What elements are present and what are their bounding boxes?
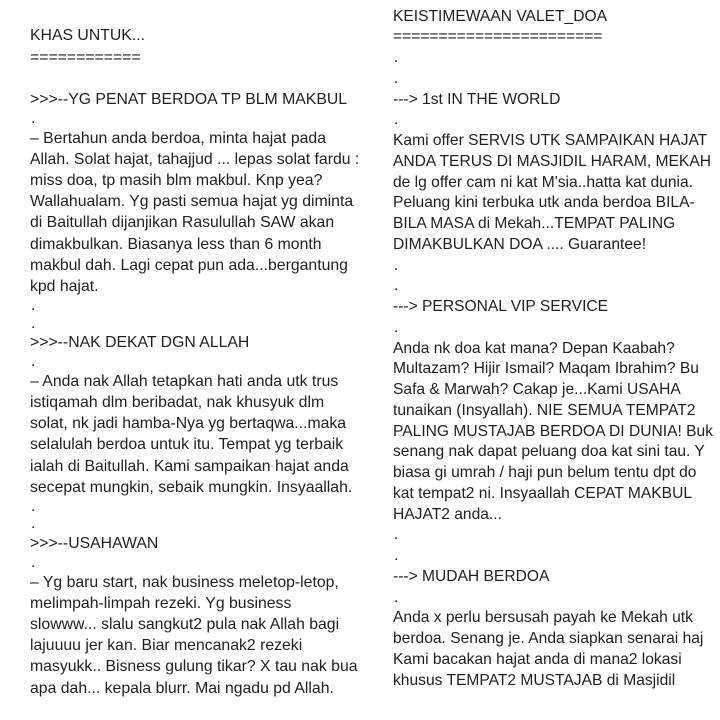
body-line: melimpah-limpah rezeki. Yg business [30,594,292,612]
body-line: di Baitullah dijanjikan Rasulullah SAW akan [30,214,335,232]
section-heading: >>>--YG PENAT BERDOA TP BLM MAKBUL [30,90,348,108]
section-heading: ---> 1st IN THE WORLD [393,90,561,108]
body-line: PALING MUSTAJAB BERDOA DI DUNIA! Buk [393,422,714,440]
dot-separator: . [31,554,36,572]
dot-separator: . [394,69,399,87]
dot-separator: . [31,515,36,533]
dot-separator: . [394,49,399,67]
dot-separator: . [394,277,399,295]
body-line: Anda nk doa kat mana? Depan Kaabah? [393,339,675,357]
body-line: BILA MASA di Mekah...TEMPAT PALING [393,215,676,233]
right-panel [372,0,720,720]
body-line: Multazam? Hijir Ismail? Maqam Ibrahim? Bu [393,360,699,378]
dot-separator: . [31,497,36,515]
blank-line [30,68,362,89]
body-line: kat tempat2 ni. Insyaallah CEPAT MAKBUL [393,484,693,502]
body-line: ANDA TERUS DI MASJIDIL HARAM, MEKAH [393,152,711,170]
section-heading: ---> PERSONAL VIP SERVICE [393,298,609,316]
body-line: secepat mungkin, sebaik mungkin. Insyaallah. [30,478,353,496]
body-line: tunaikan (Insyallah). NIE SEMUA TEMPAT2 [393,401,696,419]
body-line: kpd hajat. [30,277,99,295]
body-line: – Yg baru start, nak business meletop-letop, [30,573,339,591]
body-line: Peluang kini terbuka utk anda berdoa BILA- [393,194,695,212]
body-line: Wallahualam. Yg pasti semua hajat yg diminta [30,193,354,211]
section-mudah-berdoa [393,567,720,692]
body-line: Anda x perlu bersusah payah ke Mekah utk [393,609,693,627]
dot-separator: . [394,111,399,129]
section-usahawan [30,533,362,699]
body-line: senang nak dapat peluang doa kat sini tau. Y [393,443,705,461]
title-rule: ======================= [393,28,603,46]
dot-separator: . [31,314,36,332]
body-line: apa dah... kepala blurr. Mai ngadu pd Allah. [30,679,334,697]
dot-separator: . [394,318,399,336]
dot-separator: . [31,353,36,371]
section-heading: >>>--NAK DEKAT DGN ALLAH [30,334,250,352]
section-penat-berdoa [30,89,362,332]
body-line: de lg offer cam ni kat M'sia..hatta kat dunia. [393,173,693,191]
body-line: masyukk.. Bisness gulung tikar? X tau nak bua [30,658,358,676]
body-line: HAJAT2 anda... [393,505,502,523]
section-heading: ---> MUDAH BERDOA [393,567,550,585]
section-1st-in-the-world [393,90,720,298]
body-line: Kami offer SERVIS UTK SAMPAIKAN HAJAT [393,132,708,150]
body-line: selalulah berdoa untuk itu. Tempat yg terbaik [30,436,344,454]
body-line: slowww... slalu sangkut2 pula nak Allah bagi [30,616,340,634]
section-heading: >>>--USAHAWAN [30,534,159,552]
dot-separator: . [31,110,36,128]
dot-separator: . [394,526,399,544]
body-line: biasa gi umrah / haji pun belum tentu dpt do [393,464,697,482]
body-line: Safa & Marwah? Cakap je...Kami USAHA [393,381,681,399]
body-line: Kami bacakan hajat anda di mana2 lokasi [393,650,682,668]
body-line: Allah. Solat hajat, tahajjud ... lepas solat fardu : [30,150,360,168]
section-dekat-dgn-allah [30,332,362,533]
body-line: ialah di Baitullah. Kami sampaikan hajat anda [30,457,349,475]
body-line: dimakbulkan. Biasanya less than 6 month [30,235,322,253]
body-line: – Bertahun anda berdoa, minta hajat pada [30,129,326,147]
body-line: – Anda nak Allah tetapkan hati anda utk trus [30,372,339,390]
body-line: makbul dah. Lagi cepat pun ada...bergantung [30,256,348,274]
dot-separator: . [394,256,399,274]
title-rule: ============ [30,48,141,66]
section-personal-vip-service [393,297,720,567]
dot-separator: . [394,588,399,606]
panel-title: KHAS UNTUK... [30,27,145,45]
body-line: DIMAKBULKAN DOA .... Guarantee! [393,235,647,253]
body-line: lajuuuu jer kan. Biar mencanak2 rezeki [30,637,303,655]
body-line: berdoa. Senang je. Anda siapkan senarai haj [393,630,704,648]
dot-separator: . [394,547,399,565]
dot-separator: . [31,297,36,315]
body-line: khusus TEMPAT2 MUSTAJAB di Masjidil [393,671,676,689]
panel-title: KEISTIMEWAAN VALET_DOA [393,7,608,25]
body-line: miss doa, tp masih blm makbul. Knp yea? [30,172,323,190]
body-line: solat, nk jadi hamba-Nya yg bertaqwa...maka [30,415,347,433]
body-line: istiqamah dlm beribadat, nak khusyuk dlm [30,394,325,412]
